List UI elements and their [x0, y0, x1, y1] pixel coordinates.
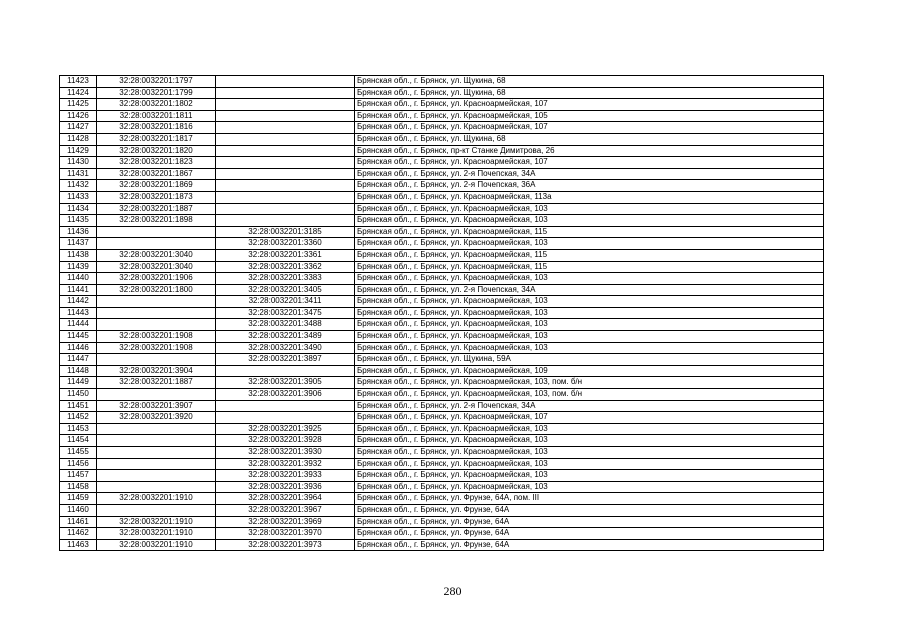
- row-number-cell: 11436: [60, 226, 97, 238]
- table-row: [60, 377, 824, 389]
- table-row: [60, 400, 824, 412]
- table-row: [60, 493, 824, 505]
- address-cell: Брянская обл., г. Брянск, ул. Красноармейская, 103: [355, 447, 824, 459]
- address-cell: Брянская обл., г. Брянск, ул. Красноармейская, 103: [355, 215, 824, 227]
- address-cell: Брянская обл., г. Брянск, ул. 2-я Почепская, 34А: [355, 168, 824, 180]
- parcel-number-cell: [97, 504, 216, 516]
- address-cell: Брянская обл., г. Брянск, ул. Фрунзе, 64А, пом. III: [355, 493, 824, 505]
- building-number-cell: 32:28:0032201:3970: [216, 528, 355, 540]
- parcel-number-cell: 32:28:0032201:1820: [97, 145, 216, 157]
- table-row: [60, 423, 824, 435]
- address-cell: Брянская обл., г. Брянск, ул. Красноармейская, 115: [355, 249, 824, 261]
- row-number-cell: 11432: [60, 180, 97, 192]
- building-number-cell: 32:28:0032201:3905: [216, 377, 355, 389]
- table-row: [60, 435, 824, 447]
- building-number-cell: 32:28:0032201:3964: [216, 493, 355, 505]
- row-number-cell: 11458: [60, 481, 97, 493]
- address-cell: Брянская обл., г. Брянск, ул. Красноармейская, 103: [355, 238, 824, 250]
- parcel-number-cell: 32:28:0032201:1867: [97, 168, 216, 180]
- address-cell: Брянская обл., г. Брянск, ул. Фрунзе, 64А: [355, 516, 824, 528]
- table-row: [60, 412, 824, 424]
- parcel-number-cell: [97, 435, 216, 447]
- building-number-cell: [216, 110, 355, 122]
- building-number-cell: 32:28:0032201:3933: [216, 470, 355, 482]
- table-row: [60, 203, 824, 215]
- parcel-number-cell: 32:28:0032201:3040: [97, 261, 216, 273]
- address-cell: Брянская обл., г. Брянск, ул. Фрунзе, 64А: [355, 539, 824, 551]
- row-number-cell: 11427: [60, 122, 97, 134]
- address-cell: Брянская обл., г. Брянск, ул. Щукина, 68: [355, 76, 824, 88]
- row-number-cell: 11453: [60, 423, 97, 435]
- row-number-cell: 11426: [60, 110, 97, 122]
- table-row: [60, 122, 824, 134]
- table-row: [60, 110, 824, 122]
- table-row: [60, 157, 824, 169]
- building-number-cell: 32:28:0032201:3925: [216, 423, 355, 435]
- parcel-number-cell: 32:28:0032201:1906: [97, 273, 216, 285]
- parcel-number-cell: 32:28:0032201:1869: [97, 180, 216, 192]
- table-row: [60, 296, 824, 308]
- table-row: [60, 481, 824, 493]
- row-number-cell: 11460: [60, 504, 97, 516]
- parcel-number-cell: [97, 470, 216, 482]
- building-number-cell: [216, 203, 355, 215]
- table-row: [60, 447, 824, 459]
- table-row: [60, 261, 824, 273]
- table-row: [60, 226, 824, 238]
- building-number-cell: 32:28:0032201:3490: [216, 342, 355, 354]
- parcel-number-cell: 32:28:0032201:1910: [97, 493, 216, 505]
- parcel-number-cell: 32:28:0032201:1800: [97, 284, 216, 296]
- table-row: [60, 215, 824, 227]
- table-row: [60, 354, 824, 366]
- address-cell: Брянская обл., г. Брянск, ул. Красноармейская, 103: [355, 481, 824, 493]
- address-cell: Брянская обл., г. Брянск, пр-кт Станке Димитрова, 26: [355, 145, 824, 157]
- building-number-cell: 32:28:0032201:3969: [216, 516, 355, 528]
- parcel-number-cell: 32:28:0032201:1799: [97, 87, 216, 99]
- building-number-cell: 32:28:0032201:3185: [216, 226, 355, 238]
- row-number-cell: 11431: [60, 168, 97, 180]
- row-number-cell: 11461: [60, 516, 97, 528]
- building-number-cell: 32:28:0032201:3928: [216, 435, 355, 447]
- table-row: [60, 168, 824, 180]
- row-number-cell: 11450: [60, 389, 97, 401]
- parcel-number-cell: 32:28:0032201:1910: [97, 516, 216, 528]
- row-number-cell: 11452: [60, 412, 97, 424]
- table-row: [60, 504, 824, 516]
- row-number-cell: 11455: [60, 447, 97, 459]
- address-cell: Брянская обл., г. Брянск, ул. Красноармейская, 103, пом. б/н: [355, 389, 824, 401]
- building-number-cell: 32:28:0032201:3930: [216, 447, 355, 459]
- parcel-number-cell: 32:28:0032201:1910: [97, 539, 216, 551]
- building-number-cell: 32:28:0032201:3936: [216, 481, 355, 493]
- row-number-cell: 11454: [60, 435, 97, 447]
- address-cell: Брянская обл., г. Брянск, ул. Красноармейская, 113а: [355, 191, 824, 203]
- building-number-cell: [216, 400, 355, 412]
- parcel-number-cell: [97, 389, 216, 401]
- row-number-cell: 11441: [60, 284, 97, 296]
- address-cell: Брянская обл., г. Брянск, ул. Красноармейская, 103: [355, 273, 824, 285]
- table-row: [60, 191, 824, 203]
- row-number-cell: 11429: [60, 145, 97, 157]
- row-number-cell: 11446: [60, 342, 97, 354]
- building-number-cell: 32:28:0032201:3383: [216, 273, 355, 285]
- building-number-cell: 32:28:0032201:3405: [216, 284, 355, 296]
- row-number-cell: 11459: [60, 493, 97, 505]
- row-number-cell: 11462: [60, 528, 97, 540]
- building-number-cell: [216, 122, 355, 134]
- parcel-number-cell: 32:28:0032201:1817: [97, 133, 216, 145]
- building-number-cell: 32:28:0032201:3897: [216, 354, 355, 366]
- parcel-number-cell: 32:28:0032201:1816: [97, 122, 216, 134]
- building-number-cell: 32:28:0032201:3489: [216, 331, 355, 343]
- address-cell: Брянская обл., г. Брянск, ул. Красноармейская, 115: [355, 261, 824, 273]
- parcel-number-cell: 32:28:0032201:3904: [97, 365, 216, 377]
- row-number-cell: 11438: [60, 249, 97, 261]
- table-row: [60, 99, 824, 111]
- address-cell: Брянская обл., г. Брянск, ул. 2-я Почепская, 36А: [355, 180, 824, 192]
- address-cell: Брянская обл., г. Брянск, ул. Красноармейская, 107: [355, 412, 824, 424]
- building-number-cell: 32:28:0032201:3973: [216, 539, 355, 551]
- table-body: [60, 76, 824, 551]
- row-number-cell: 11437: [60, 238, 97, 250]
- table-row: [60, 516, 824, 528]
- parcel-number-cell: 32:28:0032201:1887: [97, 377, 216, 389]
- parcel-number-cell: [97, 458, 216, 470]
- building-number-cell: [216, 133, 355, 145]
- address-cell: Брянская обл., г. Брянск, ул. 2-я Почепская, 34А: [355, 284, 824, 296]
- address-cell: Брянская обл., г. Брянск, ул. Красноармейская, 109: [355, 365, 824, 377]
- row-number-cell: 11440: [60, 273, 97, 285]
- page-number: 280: [443, 584, 462, 598]
- table-row: [60, 389, 824, 401]
- address-cell: Брянская обл., г. Брянск, ул. Фрунзе, 64А: [355, 504, 824, 516]
- parcel-number-cell: [97, 307, 216, 319]
- row-number-cell: 11430: [60, 157, 97, 169]
- address-cell: Брянская обл., г. Брянск, ул. Красноармейская, 103: [355, 307, 824, 319]
- address-cell: Брянская обл., г. Брянск, ул. Красноармейская, 103: [355, 342, 824, 354]
- table-row: [60, 238, 824, 250]
- building-number-cell: [216, 157, 355, 169]
- address-cell: Брянская обл., г. Брянск, ул. Щукина, 68: [355, 133, 824, 145]
- row-number-cell: 11445: [60, 331, 97, 343]
- building-number-cell: [216, 180, 355, 192]
- parcel-number-cell: 32:28:0032201:3907: [97, 400, 216, 412]
- address-cell: Брянская обл., г. Брянск, ул. Красноармейская, 107: [355, 122, 824, 134]
- table-row: [60, 133, 824, 145]
- address-cell: Брянская обл., г. Брянск, ул. 2-я Почепская, 34А: [355, 400, 824, 412]
- row-number-cell: 11423: [60, 76, 97, 88]
- row-number-cell: 11449: [60, 377, 97, 389]
- address-cell: Брянская обл., г. Брянск, ул. Красноармейская, 103: [355, 470, 824, 482]
- building-number-cell: [216, 191, 355, 203]
- records-table: [59, 75, 824, 551]
- parcel-number-cell: 32:28:0032201:1811: [97, 110, 216, 122]
- building-number-cell: 32:28:0032201:3362: [216, 261, 355, 273]
- address-cell: Брянская обл., г. Брянск, ул. Красноармейская, 115: [355, 226, 824, 238]
- parcel-number-cell: 32:28:0032201:1908: [97, 342, 216, 354]
- row-number-cell: 11457: [60, 470, 97, 482]
- parcel-number-cell: [97, 226, 216, 238]
- row-number-cell: 11425: [60, 99, 97, 111]
- parcel-number-cell: 32:28:0032201:1873: [97, 191, 216, 203]
- parcel-number-cell: 32:28:0032201:1823: [97, 157, 216, 169]
- address-cell: Брянская обл., г. Брянск, ул. Красноармейская, 103: [355, 296, 824, 308]
- table-row: [60, 528, 824, 540]
- table-row: [60, 458, 824, 470]
- parcel-number-cell: 32:28:0032201:1910: [97, 528, 216, 540]
- parcel-number-cell: 32:28:0032201:1802: [97, 99, 216, 111]
- address-cell: Брянская обл., г. Брянск, ул. Красноармейская, 103: [355, 331, 824, 343]
- building-number-cell: [216, 365, 355, 377]
- address-cell: Брянская обл., г. Брянск, ул. Красноармейская, 103, пом. б/н: [355, 377, 824, 389]
- row-number-cell: 11439: [60, 261, 97, 273]
- row-number-cell: 11444: [60, 319, 97, 331]
- building-number-cell: [216, 87, 355, 99]
- building-number-cell: 32:28:0032201:3932: [216, 458, 355, 470]
- building-number-cell: [216, 412, 355, 424]
- table-row: [60, 76, 824, 88]
- table-row: [60, 319, 824, 331]
- address-cell: Брянская обл., г. Брянск, ул. Красноармейская, 103: [355, 435, 824, 447]
- address-cell: Брянская обл., г. Брянск, ул. Красноармейская, 107: [355, 99, 824, 111]
- parcel-number-cell: 32:28:0032201:1898: [97, 215, 216, 227]
- table-row: [60, 307, 824, 319]
- building-number-cell: [216, 168, 355, 180]
- address-cell: Брянская обл., г. Брянск, ул. Фрунзе, 64А: [355, 528, 824, 540]
- parcel-number-cell: [97, 238, 216, 250]
- table-row: [60, 87, 824, 99]
- table-row: [60, 284, 824, 296]
- row-number-cell: 11434: [60, 203, 97, 215]
- address-cell: Брянская обл., г. Брянск, ул. Красноармейская, 107: [355, 157, 824, 169]
- address-cell: Брянская обл., г. Брянск, ул. Красноармейская, 105: [355, 110, 824, 122]
- row-number-cell: 11442: [60, 296, 97, 308]
- row-number-cell: 11443: [60, 307, 97, 319]
- row-number-cell: 11451: [60, 400, 97, 412]
- table-row: [60, 249, 824, 261]
- building-number-cell: [216, 99, 355, 111]
- parcel-number-cell: [97, 354, 216, 366]
- parcel-number-cell: [97, 447, 216, 459]
- table-row: [60, 470, 824, 482]
- table-row: [60, 342, 824, 354]
- building-number-cell: [216, 145, 355, 157]
- address-cell: Брянская обл., г. Брянск, ул. Щукина, 59А: [355, 354, 824, 366]
- building-number-cell: [216, 76, 355, 88]
- row-number-cell: 11433: [60, 191, 97, 203]
- table-row: [60, 180, 824, 192]
- parcel-number-cell: 32:28:0032201:1887: [97, 203, 216, 215]
- building-number-cell: [216, 215, 355, 227]
- address-cell: Брянская обл., г. Брянск, ул. Красноармейская, 103: [355, 203, 824, 215]
- row-number-cell: 11447: [60, 354, 97, 366]
- parcel-number-cell: [97, 481, 216, 493]
- building-number-cell: 32:28:0032201:3967: [216, 504, 355, 516]
- address-cell: Брянская обл., г. Брянск, ул. Красноармейская, 103: [355, 319, 824, 331]
- table-row: [60, 273, 824, 285]
- row-number-cell: 11435: [60, 215, 97, 227]
- building-number-cell: 32:28:0032201:3411: [216, 296, 355, 308]
- table-row: [60, 539, 824, 551]
- table-row: [60, 365, 824, 377]
- parcel-number-cell: 32:28:0032201:1908: [97, 331, 216, 343]
- building-number-cell: 32:28:0032201:3475: [216, 307, 355, 319]
- building-number-cell: 32:28:0032201:3488: [216, 319, 355, 331]
- table-row: [60, 331, 824, 343]
- parcel-number-cell: [97, 296, 216, 308]
- row-number-cell: 11456: [60, 458, 97, 470]
- parcel-number-cell: 32:28:0032201:3040: [97, 249, 216, 261]
- row-number-cell: 11428: [60, 133, 97, 145]
- row-number-cell: 11448: [60, 365, 97, 377]
- table-row: [60, 145, 824, 157]
- building-number-cell: 32:28:0032201:3906: [216, 389, 355, 401]
- parcel-number-cell: [97, 319, 216, 331]
- building-number-cell: 32:28:0032201:3361: [216, 249, 355, 261]
- row-number-cell: 11463: [60, 539, 97, 551]
- address-cell: Брянская обл., г. Брянск, ул. Щукина, 68: [355, 87, 824, 99]
- address-cell: Брянская обл., г. Брянск, ул. Красноармейская, 103: [355, 458, 824, 470]
- building-number-cell: 32:28:0032201:3360: [216, 238, 355, 250]
- parcel-number-cell: 32:28:0032201:3920: [97, 412, 216, 424]
- address-cell: Брянская обл., г. Брянск, ул. Красноармейская, 103: [355, 423, 824, 435]
- parcel-number-cell: [97, 423, 216, 435]
- row-number-cell: 11424: [60, 87, 97, 99]
- parcel-number-cell: 32:28:0032201:1797: [97, 76, 216, 88]
